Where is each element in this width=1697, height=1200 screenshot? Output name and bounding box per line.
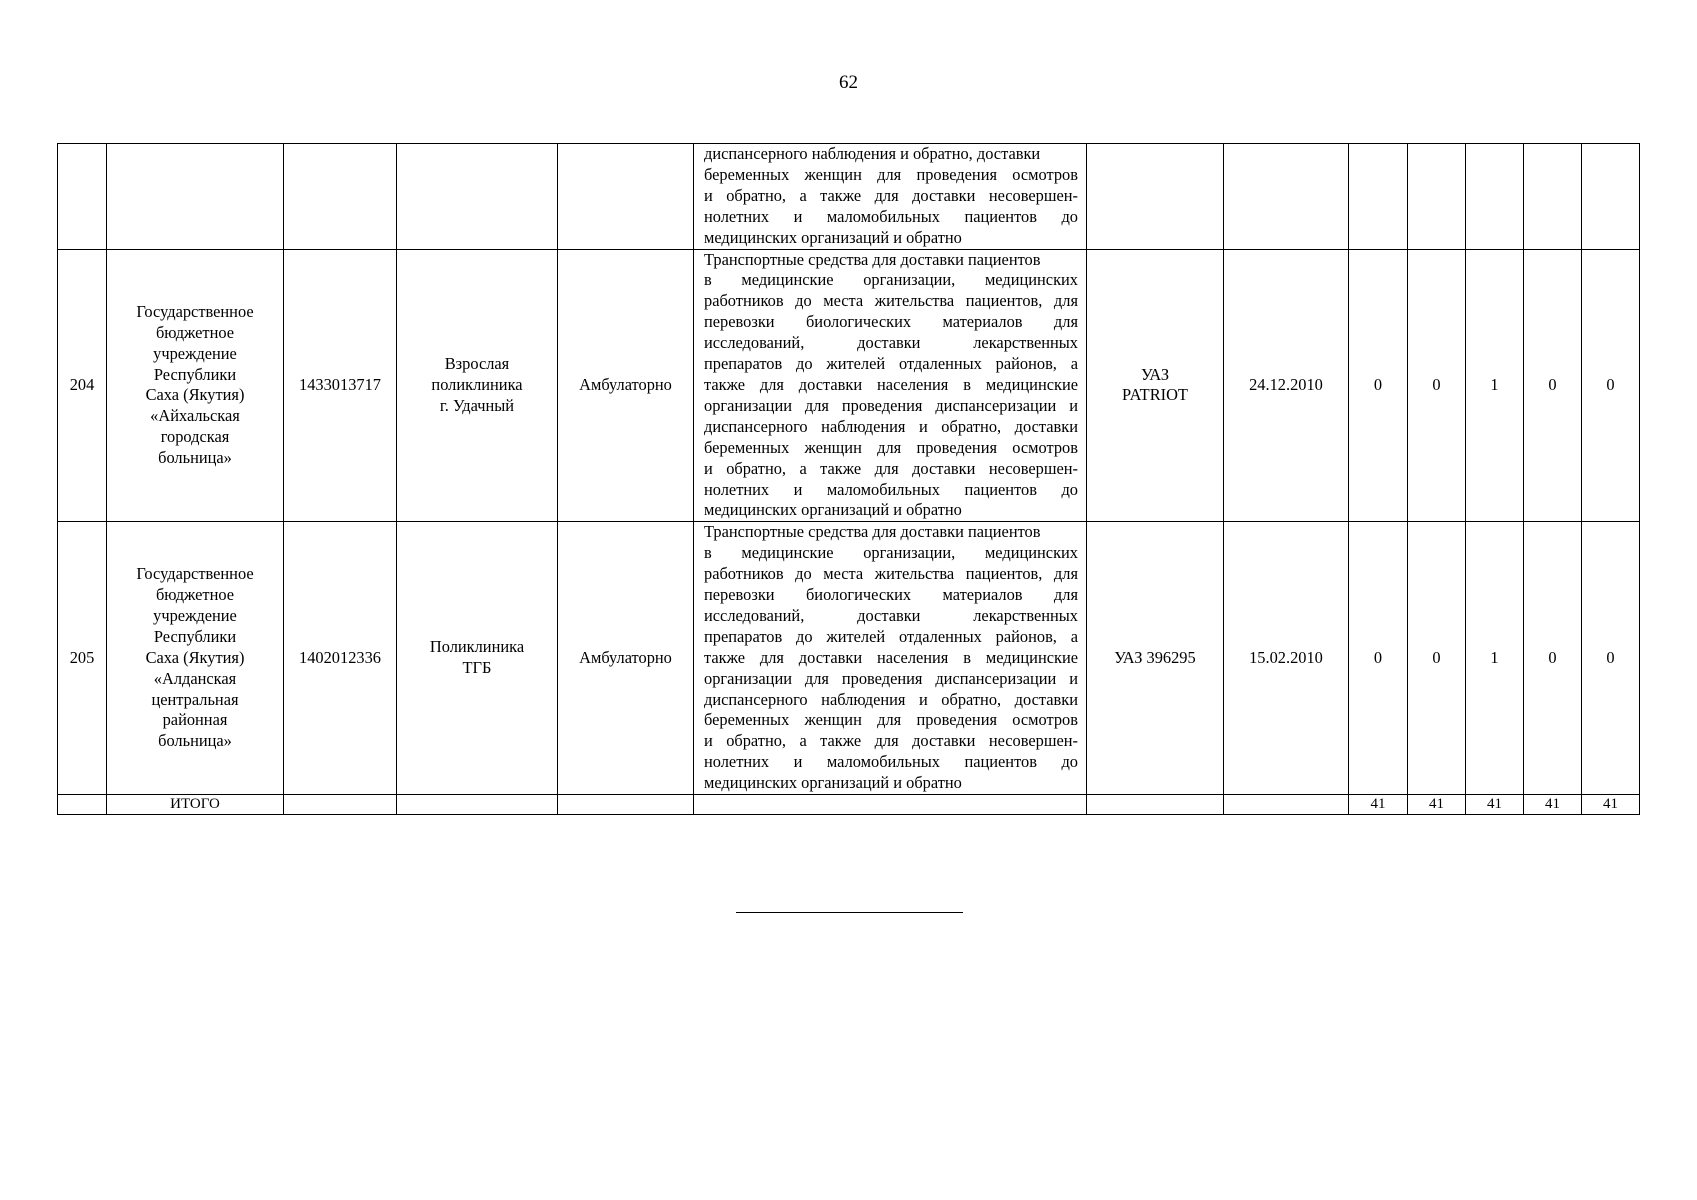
- total-c2: 41: [1408, 795, 1466, 815]
- desc-line: в медицинские организации, медицинских: [704, 270, 1078, 290]
- cell-c3: 1: [1466, 249, 1524, 522]
- desc-line: диспансерного наблюдения и обратно, доставки: [704, 416, 1078, 436]
- cell-c5: [1582, 144, 1640, 250]
- desc-line: беременных женщин для проведения осмотров: [704, 437, 1078, 457]
- cell-line: Взрослая: [444, 354, 510, 374]
- total-c5: 41: [1582, 795, 1640, 815]
- vehicle-table: [57, 143, 1640, 815]
- cell-c1: 0: [1349, 522, 1408, 795]
- cell-vehicle: [1087, 249, 1224, 522]
- cell-c4: 0: [1524, 522, 1582, 795]
- desc-line: диспансерного наблюдения и обратно, доставки: [704, 689, 1078, 709]
- cell-vehicle: [1087, 795, 1224, 815]
- cell-line: УАЗ 396295: [1114, 647, 1196, 667]
- desc-line: медицинских организаций и обратно: [704, 773, 962, 793]
- desc-line: нолетних и маломобильных пациентов до: [704, 752, 1078, 772]
- cell-inn: [284, 144, 397, 250]
- cell-line: учреждение: [153, 343, 237, 363]
- desc-line: препаратов до жителей отдаленных районов, а: [704, 626, 1078, 646]
- desc-line: в медицинские организации, медицинских: [704, 543, 1078, 563]
- cell-desc: [694, 795, 1087, 815]
- cell-desc: [694, 144, 1087, 250]
- cell-num: 204: [58, 249, 107, 522]
- desc-line: и обратно, а также для доставки несовершен-: [704, 731, 1078, 751]
- desc-line: и обратно, а также для доставки несовершен-: [704, 458, 1078, 478]
- desc-line: работников до места жительства пациентов, для: [704, 291, 1078, 311]
- cell-date: [1224, 795, 1349, 815]
- cell-line: Государственное: [136, 564, 254, 584]
- cell-desc: [694, 249, 1087, 522]
- cell-date: [1224, 144, 1349, 250]
- cell-org: [107, 249, 284, 522]
- cell-num: [58, 144, 107, 250]
- cell-inn: 1402012336: [284, 522, 397, 795]
- desc-line: медицинских организаций и обратно: [704, 500, 962, 520]
- total-c1: 41: [1349, 795, 1408, 815]
- cell-line: «Алданская: [153, 668, 237, 688]
- cell-line: Саха (Якутия): [145, 385, 245, 405]
- cell-line: PATRIOT: [1122, 385, 1188, 405]
- cell-line: бюджетное: [155, 585, 235, 605]
- cell-c2: [1408, 144, 1466, 250]
- total-row: [58, 795, 1640, 815]
- end-of-document-rule: [736, 912, 963, 913]
- cell-org: [107, 144, 284, 250]
- cell-line: городская: [160, 427, 230, 447]
- total-c4: 41: [1524, 795, 1582, 815]
- desc-line: также для доставки населения в медицинские: [704, 374, 1078, 394]
- continuation-row: [58, 144, 1640, 250]
- cell-c2: 0: [1408, 249, 1466, 522]
- cell-line: районная: [162, 710, 228, 730]
- cell-line: больница»: [158, 731, 232, 751]
- total-label: ИТОГО: [107, 795, 284, 815]
- cell-c1: 0: [1349, 249, 1408, 522]
- cell-org: [107, 522, 284, 795]
- cell-desc: [694, 522, 1087, 795]
- cell-unit: [397, 249, 558, 522]
- cell-mode: Амбулаторно: [558, 522, 694, 795]
- cell-c3: [1466, 144, 1524, 250]
- cell-c4: [1524, 144, 1582, 250]
- cell-line: больница»: [158, 448, 232, 468]
- cell-line: Саха (Якутия): [145, 647, 245, 667]
- desc-line: перевозки биологических материалов для: [704, 312, 1078, 332]
- cell-inn: [284, 795, 397, 815]
- page-number: 62: [839, 72, 858, 93]
- table-row: [58, 249, 1640, 522]
- cell-line: поликлиника: [431, 374, 523, 394]
- cell-inn: 1433013717: [284, 249, 397, 522]
- cell-line: Республики: [153, 364, 237, 384]
- cell-line: центральная: [151, 689, 239, 709]
- cell-num: [58, 795, 107, 815]
- desc-line: медицинских организаций и обратно: [704, 227, 962, 247]
- cell-mode: [558, 795, 694, 815]
- cell-vehicle: [1087, 522, 1224, 795]
- cell-date: 15.02.2010: [1224, 522, 1349, 795]
- cell-line: УАЗ: [1140, 364, 1170, 384]
- desc-line: препаратов до жителей отдаленных районов, а: [704, 354, 1078, 374]
- cell-line: «Айхальская: [150, 406, 240, 426]
- table-row: [58, 522, 1640, 795]
- cell-unit: [397, 522, 558, 795]
- cell-date: 24.12.2010: [1224, 249, 1349, 522]
- desc-line: перевозки биологических материалов для: [704, 585, 1078, 605]
- desc-line: нолетних и маломобильных пациентов до: [704, 206, 1078, 226]
- cell-line: г. Удачный: [439, 395, 515, 415]
- cell-line: ТГБ: [462, 658, 492, 678]
- cell-line: Государственное: [136, 301, 254, 321]
- cell-line: учреждение: [153, 605, 237, 625]
- desc-line: работников до места жительства пациентов, для: [704, 564, 1078, 584]
- desc-line: исследований, доставки лекарственных: [704, 605, 1078, 625]
- cell-unit: [397, 144, 558, 250]
- cell-c5: 0: [1582, 522, 1640, 795]
- cell-line: Республики: [153, 626, 237, 646]
- total-c3: 41: [1466, 795, 1524, 815]
- desc-line: беременных женщин для проведения осмотров: [704, 710, 1078, 730]
- desc-line: организации для проведения диспансеризации и: [704, 395, 1078, 415]
- desc-line: Транспортные средства для доставки пациентов: [704, 249, 1041, 269]
- desc-line: исследований, доставки лекарственных: [704, 333, 1078, 353]
- desc-line: и обратно, а также для доставки несовершен-: [704, 185, 1078, 205]
- desc-line: также для доставки населения в медицинские: [704, 647, 1078, 667]
- desc-line: организации для проведения диспансеризации и: [704, 668, 1078, 688]
- cell-c1: [1349, 144, 1408, 250]
- desc-line: диспансерного наблюдения и обратно, доставки: [704, 144, 1041, 163]
- desc-line: Транспортные средства для доставки пациентов: [704, 522, 1041, 542]
- cell-line: бюджетное: [155, 322, 235, 342]
- cell-vehicle: [1087, 144, 1224, 250]
- cell-c5: 0: [1582, 249, 1640, 522]
- cell-line: Поликлиника: [429, 637, 525, 657]
- cell-unit: [397, 795, 558, 815]
- cell-c3: 1: [1466, 522, 1524, 795]
- cell-mode: [558, 144, 694, 250]
- cell-c4: 0: [1524, 249, 1582, 522]
- cell-num: 205: [58, 522, 107, 795]
- cell-c2: 0: [1408, 522, 1466, 795]
- cell-mode: Амбулаторно: [558, 249, 694, 522]
- desc-line: беременных женщин для проведения осмотров: [704, 164, 1078, 184]
- desc-line: нолетних и маломобильных пациентов до: [704, 479, 1078, 499]
